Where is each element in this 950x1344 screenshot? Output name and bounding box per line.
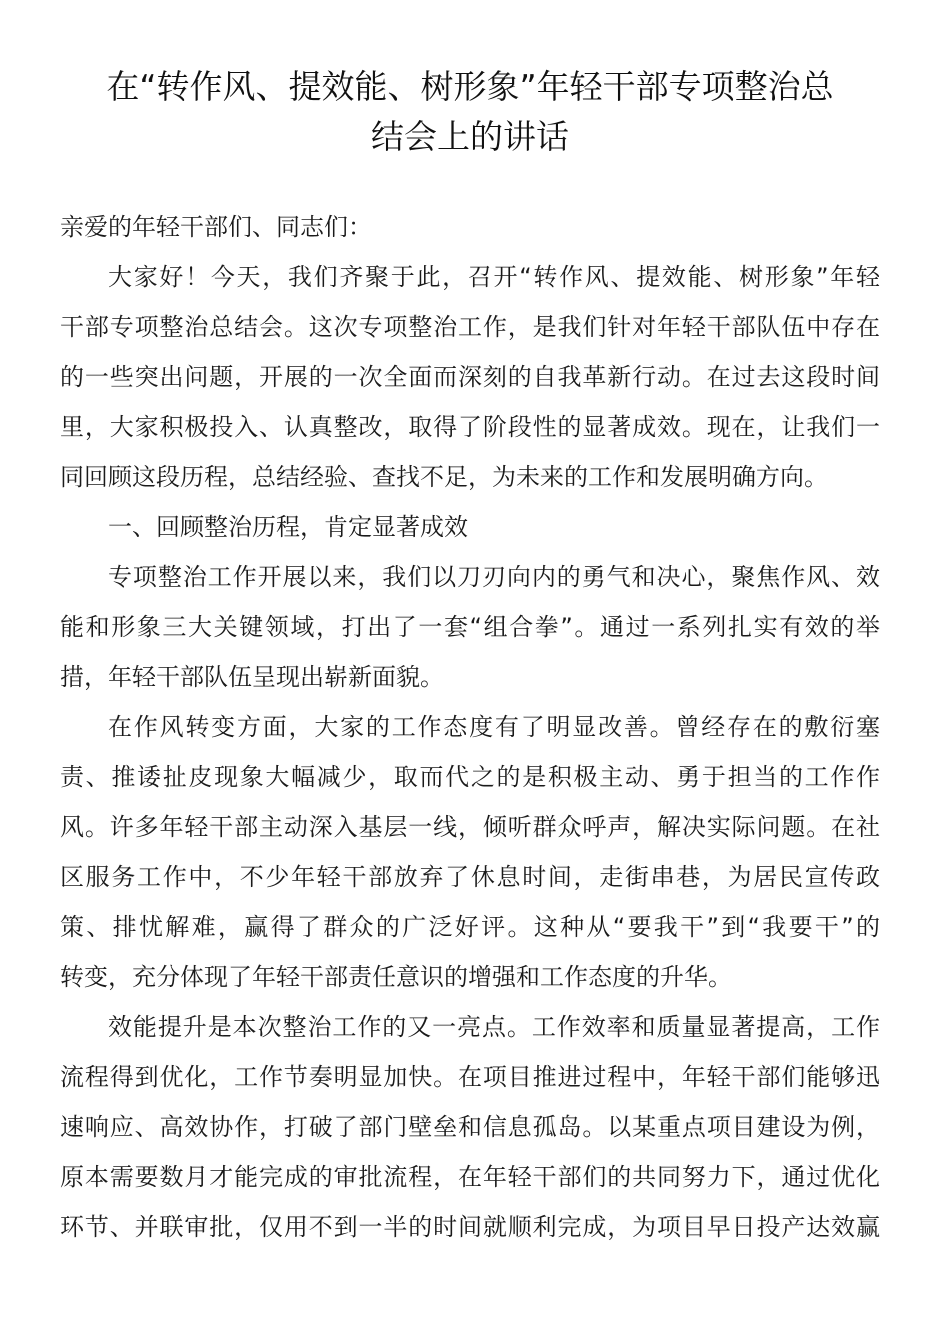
text-line: 里，大家积极投入、认真整改，取得了阶段性的显著成效。现在，让我们一 <box>60 413 880 441</box>
text-line: 措，年轻干部队伍呈现出崭新面貌。 <box>60 663 444 691</box>
text-line: 责、推诿扯皮现象大幅减少，取而代之的是积极主动、勇于担当的工作作 <box>60 763 880 791</box>
text-line: 同回顾这段历程，总结经验、查找不足，为未来的工作和发展明确方向。 <box>60 463 828 491</box>
text-line: 效能提升是本次整治工作的又一亮点。工作效率和质量显著提高，工作 <box>108 1013 880 1041</box>
text-line: 转变，充分体现了年轻干部责任意识的增强和工作态度的升华。 <box>60 963 732 991</box>
text-line: 干部专项整治总结会。这次专项整治工作，是我们针对年轻干部队伍中存在 <box>60 313 880 341</box>
section-heading-1: 一、回顾整治历程，肯定显著成效 <box>108 513 468 541</box>
salutation: 亲爱的年轻干部们、同志们： <box>60 213 372 241</box>
title-line: 在“转作风、提效能、树形象”年轻干部专项整治总 <box>106 67 834 106</box>
text-line: 环节、并联审批，仅用不到一半的时间就顺利完成，为项目早日投产达效赢 <box>60 1213 880 1241</box>
paragraph-efficiency <box>60 1002 880 1252</box>
text-line: 的一些突出问题，开展的一次全面而深刻的自我革新行动。在过去这段时间 <box>60 363 880 391</box>
text-line: 在作风转变方面，大家的工作态度有了明显改善。曾经存在的敷衍塞 <box>108 713 880 741</box>
text-line: 大家好！今天，我们齐聚于此，召开“转作风、提效能、树形象”年轻 <box>108 263 880 291</box>
text-line: 策、排忧解难，赢得了群众的广泛好评。这种从“要我干”到“我要干”的 <box>60 913 880 941</box>
paragraph-overview <box>60 552 880 702</box>
title-line: 结会上的讲话 <box>371 117 569 156</box>
paragraph-work-style <box>60 702 880 1002</box>
paragraph-greeting <box>60 252 880 502</box>
text-line: 流程得到优化，工作节奏明显加快。在项目推进过程中，年轻干部们能够迅 <box>60 1063 880 1091</box>
text-line: 能和形象三大关键领域，打出了一套“组合拳”。通过一系列扎实有效的举 <box>60 613 880 641</box>
document-body <box>60 202 880 1252</box>
text-line: 速响应、高效协作，打破了部门壁垒和信息孤岛。以某重点项目建设为例， <box>60 1113 880 1141</box>
text-line: 风。许多年轻干部主动深入基层一线，倾听群众呼声，解决实际问题。在社 <box>60 813 880 841</box>
document-title <box>60 62 880 162</box>
text-line: 原本需要数月才能完成的审批流程，在年轻干部们的共同努力下，通过优化 <box>60 1163 880 1191</box>
text-line: 区服务工作中，不少年轻干部放弃了休息时间，走街串巷，为居民宣传政 <box>60 863 880 891</box>
text-line: 专项整治工作开展以来，我们以刀刃向内的勇气和决心，聚焦作风、效 <box>108 563 880 591</box>
